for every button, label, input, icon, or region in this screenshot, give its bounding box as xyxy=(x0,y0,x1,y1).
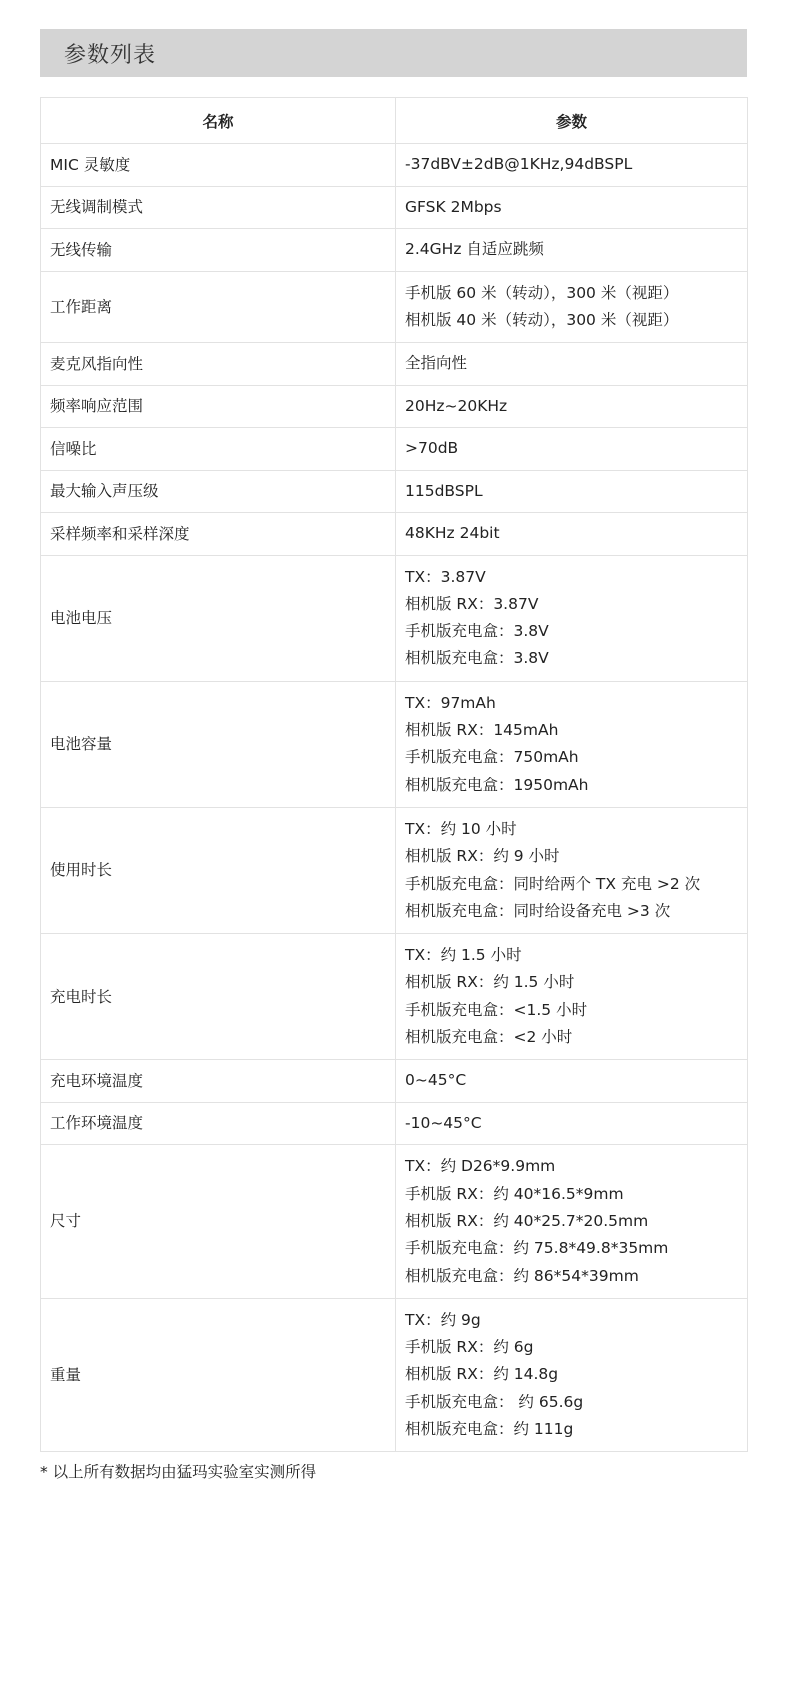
spec-value xyxy=(396,1102,748,1145)
spec-name: 无线传输 xyxy=(41,229,396,272)
spec-value-line: 手机版 RX：约 40*16.5*9mm xyxy=(405,1184,624,1203)
spec-value-line: TX：97mAh xyxy=(405,693,496,712)
spec-name: 采样频率和采样深度 xyxy=(41,513,396,556)
table-row xyxy=(41,186,748,229)
spec-name: 充电环境温度 xyxy=(41,1060,396,1103)
table-row xyxy=(41,229,748,272)
spec-value-line: 手机版 60 米（转动），300 米（视距） xyxy=(405,283,679,302)
footnote: * 以上所有数据均由猛玛实验室实测所得 xyxy=(40,1463,317,1482)
spec-name: 无线调制模式 xyxy=(41,186,396,229)
table-row xyxy=(41,1298,748,1451)
table-row xyxy=(41,681,748,807)
spec-value-line: 相机版 RX：约 9 小时 xyxy=(405,847,560,866)
table-row xyxy=(41,385,748,428)
spec-value-line: 相机版 RX：约 14.8g xyxy=(405,1365,559,1384)
table-row xyxy=(41,428,748,471)
page-title: 参数列表 xyxy=(64,42,157,68)
spec-value-line: GFSK 2Mbps xyxy=(405,197,502,216)
spec-value-line: 相机版充电盒：约 86*54*39mm xyxy=(405,1266,639,1285)
spec-value-line: 手机版充电盒： 约 65.6g xyxy=(405,1392,584,1411)
title-bar xyxy=(40,29,747,77)
spec-value-line: >70dB xyxy=(405,439,459,458)
spec-name: MIC 灵敏度 xyxy=(41,144,396,187)
spec-name: 重量 xyxy=(41,1298,396,1451)
spec-name: 频率响应范围 xyxy=(41,385,396,428)
table-row xyxy=(41,470,748,513)
spec-value-line: 手机版充电盒：同时给两个 TX 充电 >2 次 xyxy=(405,874,701,893)
table-row xyxy=(41,271,748,343)
spec-name: 工作环境温度 xyxy=(41,1102,396,1145)
table-row xyxy=(41,1145,748,1298)
spec-value-line: TX：3.87V xyxy=(405,567,486,586)
table-row xyxy=(41,807,748,933)
table-row xyxy=(41,1102,748,1145)
spec-value-line: 115dBSPL xyxy=(405,481,483,500)
spec-value-line: 相机版充电盒：约 111g xyxy=(405,1420,574,1439)
table-row xyxy=(41,555,748,681)
spec-value-line: 0~45°C xyxy=(405,1071,467,1090)
spec-page xyxy=(40,29,747,1482)
spec-value-line: 相机版 RX：145mAh xyxy=(405,721,559,740)
table-row xyxy=(41,343,748,386)
column-header-params: 参数 xyxy=(396,98,748,144)
spec-name: 尺寸 xyxy=(41,1145,396,1298)
spec-value xyxy=(396,186,748,229)
spec-value-line: 相机版充电盒：<2 小时 xyxy=(405,1028,573,1047)
spec-value-line: 20Hz~20KHz xyxy=(405,396,508,415)
spec-value xyxy=(396,555,748,681)
spec-value-line: 相机版 RX：约 40*25.7*20.5mm xyxy=(405,1211,649,1230)
spec-value-line: -37dBV±2dB@1KHz,94dBSPL xyxy=(405,155,633,174)
spec-value-line: 手机版充电盒：750mAh xyxy=(405,748,579,767)
spec-value xyxy=(396,681,748,807)
spec-value-line: TX：约 10 小时 xyxy=(405,819,517,838)
spec-value xyxy=(396,385,748,428)
spec-value xyxy=(396,271,748,343)
spec-value-line: -10~45°C xyxy=(405,1113,482,1132)
spec-value-line: 手机版充电盒：<1.5 小时 xyxy=(405,1000,588,1019)
spec-value-line: 相机版充电盒：3.8V xyxy=(405,649,549,668)
spec-value xyxy=(396,934,748,1060)
spec-value xyxy=(396,343,748,386)
spec-value-line: 2.4GHz 自适应跳频 xyxy=(405,240,544,259)
spec-name: 工作距离 xyxy=(41,271,396,343)
spec-value xyxy=(396,229,748,272)
spec-value-line: 手机版充电盒：3.8V xyxy=(405,622,549,641)
spec-value-line: TX：约 D26*9.9mm xyxy=(405,1157,556,1176)
spec-value-line: 全指向性 xyxy=(405,354,468,373)
spec-value xyxy=(396,428,748,471)
table-row xyxy=(41,1060,748,1103)
table-row xyxy=(41,144,748,187)
spec-value xyxy=(396,1060,748,1103)
spec-value xyxy=(396,1145,748,1298)
spec-value xyxy=(396,144,748,187)
spec-value xyxy=(396,807,748,933)
spec-value-line: 相机版充电盒：同时给设备充电 >3 次 xyxy=(405,901,671,920)
spec-value-line: TX：约 9g xyxy=(405,1310,481,1329)
spec-name: 使用时长 xyxy=(41,807,396,933)
spec-name: 信噪比 xyxy=(41,428,396,471)
table-header-row xyxy=(41,98,748,144)
spec-value-line: 相机版 RX：约 1.5 小时 xyxy=(405,973,575,992)
spec-value-line: 相机版 40 米（转动），300 米（视距） xyxy=(405,310,679,329)
spec-name: 最大输入声压级 xyxy=(41,470,396,513)
spec-value-line: 手机版充电盒：约 75.8*49.8*35mm xyxy=(405,1239,669,1258)
table-row xyxy=(41,513,748,556)
spec-value xyxy=(396,470,748,513)
table-row xyxy=(41,934,748,1060)
spec-value-line: 相机版充电盒：1950mAh xyxy=(405,775,589,794)
spec-name: 电池容量 xyxy=(41,681,396,807)
column-header-name: 名称 xyxy=(41,98,396,144)
spec-value-line: TX：约 1.5 小时 xyxy=(405,946,522,965)
spec-value xyxy=(396,513,748,556)
spec-value-line: 相机版 RX：3.87V xyxy=(405,594,539,613)
spec-name: 麦克风指向性 xyxy=(41,343,396,386)
spec-value xyxy=(396,1298,748,1451)
spec-table xyxy=(40,97,748,1452)
spec-name: 电池电压 xyxy=(41,555,396,681)
spec-value-line: 手机版 RX：约 6g xyxy=(405,1338,534,1357)
spec-value-line: 48KHz 24bit xyxy=(405,524,500,543)
spec-name: 充电时长 xyxy=(41,934,396,1060)
table-body xyxy=(41,144,748,1452)
